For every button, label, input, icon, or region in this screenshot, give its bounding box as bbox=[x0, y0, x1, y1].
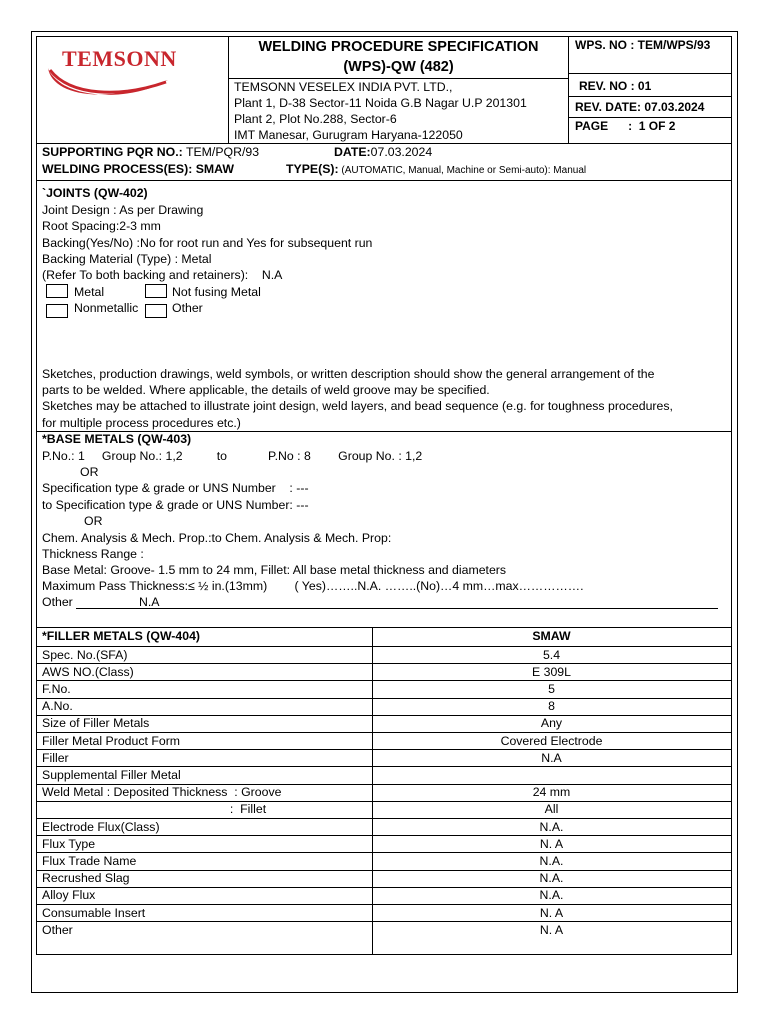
joint-line: Joint Design : As per Drawing bbox=[42, 203, 204, 217]
divider bbox=[36, 180, 732, 181]
page-number: PAGE : 1 OF 2 bbox=[575, 119, 676, 133]
company-address-3: IMT Manesar, Gurugram Haryana-122050 bbox=[234, 128, 463, 142]
revision-date: REV. DATE: 07.03.2024 bbox=[575, 100, 705, 114]
type-row bbox=[286, 161, 586, 179]
welding-process: WELDING PROCESS(ES): SMAW bbox=[42, 162, 234, 176]
divider bbox=[36, 954, 732, 955]
checkbox-not-fusing-metal[interactable] bbox=[145, 284, 167, 298]
divider bbox=[568, 36, 569, 144]
pno-line: P.No.: 1 Group No.: 1,2 to P.No : 8 Group No. : 1,2 bbox=[42, 449, 423, 463]
filler-row-value: E 309L bbox=[532, 664, 571, 679]
joint-note-line: Sketches, production drawings, weld symbols, or written description should show the general arrangement of the bbox=[42, 367, 655, 381]
filler-row-label: Spec. No.(SFA) bbox=[42, 647, 128, 662]
joint-line: Root Spacing:2-3 mm bbox=[42, 219, 161, 233]
or-text: OR bbox=[80, 465, 99, 479]
checkbox-nonmetallic[interactable] bbox=[46, 304, 68, 318]
filler-row-label: Weld Metal : Deposited Thickness : Groove bbox=[42, 785, 282, 800]
logo-text: TEMSONN bbox=[62, 46, 177, 71]
filler-row-label: Consumable Insert bbox=[42, 905, 146, 920]
filler-row-value: 5.4 bbox=[542, 647, 561, 662]
filler-row-label: F.No. bbox=[42, 681, 71, 696]
checkbox-other[interactable] bbox=[145, 304, 167, 318]
filler-row-label: AWS NO.(Class) bbox=[42, 664, 134, 679]
filler-row-label: Recrushed Slag bbox=[42, 871, 130, 886]
filler-row-label: Filler bbox=[42, 750, 69, 765]
filler-row-label: A.No. bbox=[42, 699, 73, 714]
filler-row-value: Covered Electrode bbox=[500, 733, 603, 748]
date-label: DATE: bbox=[334, 145, 371, 159]
or-text: OR bbox=[84, 514, 103, 528]
filler-row-value: 24 mm bbox=[532, 785, 571, 800]
checkbox-metal-label: Metal bbox=[74, 285, 105, 299]
checkbox-metal[interactable] bbox=[46, 284, 68, 298]
filler-row-value: 8 bbox=[548, 699, 555, 714]
filler-row-label: Electrode Flux(Class) bbox=[42, 819, 160, 834]
document-subtitle: (WPS)-QW (482) bbox=[343, 59, 454, 75]
filler-row-value: N. A bbox=[539, 922, 564, 937]
filler-row-value: N.A bbox=[541, 750, 562, 765]
joint-note-line: Sketches may be attached to illustrate joint design, weld layers, and bead sequence (e.g. for toughness procedures, bbox=[42, 399, 673, 413]
filler-row-label: : Fillet bbox=[42, 802, 267, 817]
filler-row-label: Alloy Flux bbox=[42, 888, 96, 903]
filler-row-value: N.A. bbox=[539, 853, 564, 868]
base-metal-line: Base Metal: Groove- 1.5 mm to 24 mm, Fillet: All base metal thickness and diameters bbox=[42, 563, 507, 577]
other-underline bbox=[76, 608, 718, 609]
type-label: TYPE(S): bbox=[286, 162, 339, 176]
checkbox-not-fusing-metal-label: Not fusing Metal bbox=[172, 285, 261, 299]
company-address-2: Plant 2, Plot No.288, Sector-6 bbox=[234, 112, 397, 126]
divider bbox=[731, 36, 732, 954]
divider bbox=[36, 36, 37, 954]
filler-row-label: Other bbox=[42, 922, 73, 937]
filler-row-value: N.A. bbox=[539, 871, 564, 886]
filler-row-value: 5 bbox=[548, 681, 555, 696]
pqr-row bbox=[42, 144, 259, 160]
filler-row-value: All bbox=[544, 802, 559, 817]
max-pass-line: Maximum Pass Thickness:≤ ½ in.(13mm) ( Yes)……..N.A. ……..(No)…4 mm…max……………. bbox=[42, 579, 584, 593]
chem-line: Chem. Analysis & Mech. Prop.:to Chem. Analysis & Mech. Prop: bbox=[42, 531, 392, 545]
filler-row-value: Any bbox=[540, 716, 563, 731]
type-value: (AUTOMATIC, Manual, Machine or Semi-auto): Manual bbox=[338, 165, 587, 176]
other-label: Other bbox=[42, 595, 73, 609]
other-value: N.A bbox=[139, 595, 160, 609]
thickness-line: Thickness Range : bbox=[42, 547, 144, 561]
pqr-label: SUPPORTING PQR NO.: bbox=[42, 145, 183, 159]
revision-number: REV. NO : 01 bbox=[579, 79, 652, 93]
filler-row-value: N. A bbox=[539, 905, 564, 920]
joint-note-line: parts to be welded. Where applicable, the details of weld groove may be specified. bbox=[42, 383, 490, 397]
joint-line: Backing(Yes/No) :No for root run and Yes for subsequent run bbox=[42, 236, 373, 250]
joint-line: (Refer To both backing and retainers): N.A bbox=[42, 268, 283, 282]
filler-row-label: Supplemental Filler Metal bbox=[42, 767, 181, 782]
filler-row-label: Filler Metal Product Form bbox=[42, 733, 181, 748]
date-row bbox=[334, 144, 432, 160]
filler-row-label: Flux Type bbox=[42, 836, 96, 851]
filler-row-value: N.A. bbox=[539, 819, 564, 834]
filler-heading: *FILLER METALS (QW-404) bbox=[42, 629, 201, 643]
pqr-value: TEM/PQR/93 bbox=[182, 145, 260, 159]
checkbox-other-label: Other bbox=[172, 301, 203, 315]
checkbox-nonmetallic-label: Nonmetallic bbox=[74, 301, 139, 315]
spec-line: Specification type & grade or UNS Number : --- bbox=[42, 481, 309, 495]
joint-note-line: for multiple process procedures etc.) bbox=[42, 416, 241, 430]
filler-row-value: N.A. bbox=[539, 888, 564, 903]
date-value: 07.03.2024 bbox=[370, 145, 433, 159]
wps-number: WPS. NO : TEM/WPS/93 bbox=[575, 38, 711, 52]
document-title: WELDING PROCEDURE SPECIFICATION bbox=[258, 39, 539, 55]
filler-column-header: SMAW bbox=[532, 629, 571, 643]
divider bbox=[568, 96, 731, 97]
joints-heading: `JOINTS (QW-402) bbox=[42, 186, 148, 200]
company-name: TEMSONN VESELEX INDIA PVT. LTD., bbox=[234, 80, 453, 94]
company-address-1: Plant 1, D-38 Sector-11 Noida G.B Nagar U.P 201301 bbox=[234, 96, 527, 110]
filler-row-label: Flux Trade Name bbox=[42, 853, 137, 868]
filler-row-label: Size of Filler Metals bbox=[42, 716, 150, 731]
joint-line: Backing Material (Type) : Metal bbox=[42, 252, 212, 266]
base-metals-heading: *BASE METALS (QW-403) bbox=[42, 432, 192, 446]
divider bbox=[568, 73, 731, 74]
spec-line: to Specification type & grade or UNS Number: --- bbox=[42, 498, 309, 512]
filler-row-value: N. A bbox=[539, 836, 564, 851]
